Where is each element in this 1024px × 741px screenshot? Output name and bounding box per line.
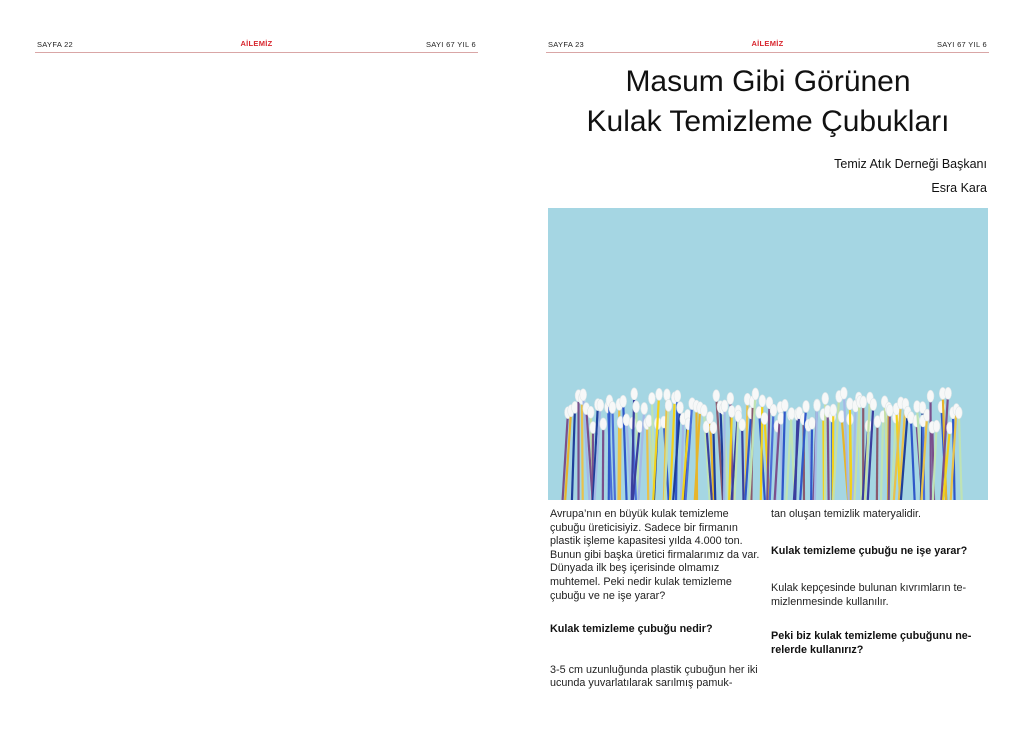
swab-cotton-tip (701, 404, 708, 416)
swab-cotton-tip (648, 392, 655, 404)
swab-cotton-tip (945, 387, 952, 399)
magazine-name: AİLEMİZ (751, 39, 784, 48)
swab-cotton-tip (955, 407, 962, 419)
left-page-header (35, 38, 478, 53)
right-page-header (546, 38, 989, 53)
swab-stick (572, 407, 575, 500)
swab-cotton-tip (752, 388, 759, 400)
body-paragraph: 3-5 cm uzunluğunda plastik çubuğun her iki ucunda yuvarlatılarak sarılmış pamuk- (550, 663, 758, 690)
page-number: SAYFA 22 (37, 40, 74, 49)
swab-cotton-tip (739, 419, 746, 431)
swab-group (563, 387, 963, 500)
swab-cotton-tip (580, 389, 587, 401)
swab-cotton-tip (782, 399, 789, 411)
swab-cotton-tip (721, 400, 728, 412)
swab-stick (612, 407, 615, 500)
swab-cotton-tip (633, 401, 640, 413)
swab-stick (786, 413, 791, 500)
magazine-name: AİLEMİZ (240, 39, 273, 48)
swab-cotton-tip (620, 395, 627, 407)
swab-cotton-tip (761, 412, 768, 424)
swab-cotton-tip (665, 399, 672, 411)
swab-cotton-tip (587, 406, 594, 418)
byline-organization: Temiz Atık Derneği Başkanı (834, 157, 987, 171)
swab-stick (647, 424, 648, 500)
swab-stick (770, 410, 774, 500)
swab-cotton-tip (727, 392, 734, 404)
swab-cotton-tip (609, 401, 616, 413)
section-heading: Kulak temizleme çubuğu nedir? (550, 623, 713, 636)
swab-cotton-tip (860, 396, 867, 408)
swab-stick (815, 405, 817, 500)
swab-stick (959, 413, 962, 500)
swab-cotton-tip (664, 389, 671, 401)
swab-cotton-tip (631, 388, 638, 400)
swab-cotton-tip (759, 395, 766, 407)
section-heading: Peki biz kulak temizleme çubuğunu ne-relerde kullanırız? (771, 630, 972, 656)
swab-cotton-tip (770, 404, 777, 416)
swab-cotton-tip (597, 399, 604, 411)
swab-cotton-tip (830, 404, 837, 416)
swab-cotton-tip (803, 400, 810, 412)
article-photo (548, 208, 988, 500)
swab-cotton-tip (674, 390, 681, 402)
swab-stick (742, 425, 743, 500)
swab-stick (889, 410, 890, 500)
swab-cotton-tip (933, 420, 940, 432)
text-column-left (550, 508, 765, 691)
article-title-line-1: Masum Gibi Görünen (625, 65, 911, 98)
article-title-line-2: Kulak Temizleme Çubukları (586, 105, 950, 138)
page-number: SAYFA 23 (548, 40, 585, 49)
swab-cotton-tip (641, 402, 648, 414)
swab-cotton-tip (814, 399, 821, 411)
swab-stick (911, 418, 915, 500)
swab-cotton-tip (927, 390, 934, 402)
swab-stick (620, 422, 621, 500)
swab-cotton-tip (677, 402, 684, 414)
swab-stick (609, 401, 610, 500)
body-paragraph: Kulak kepçesinde bulunan kıvrımların te-mizlenmesinde kullanılır. (771, 582, 967, 608)
intro-paragraph: Avrupa’nın en büyük kulak temizleme çubuğu üreticisiyiz. Sadece bir firmanın plastik işleme kapasitesi yılda 4.000 ton. Bunun gibi başka üretici firmalarımız da var. Dünyada ilk beş içerisinde olmamız muhtemel. Peki nedir kulak temizleme çubuğu ve ne işe yarar? (550, 508, 760, 602)
swab-cotton-tip (728, 405, 735, 417)
swab-stick (828, 411, 829, 500)
swab-cotton-tip (840, 387, 847, 399)
swab-stick (823, 414, 824, 500)
cotton-swabs-image (548, 208, 988, 500)
article-title (548, 62, 988, 142)
swab-stick (877, 422, 878, 500)
swab-stick (811, 423, 812, 500)
body-paragraph-continued: tan oluşan temizlik materyalidir. (771, 508, 922, 520)
swab-cotton-tip (822, 392, 829, 404)
swab-cotton-tip (600, 418, 607, 430)
swab-cotton-tip (572, 401, 579, 413)
byline-author: Esra Kara (931, 181, 987, 195)
swab-cotton-tip (870, 398, 877, 410)
section-heading: Kulak temizleme çubuğu ne işe yarar? (771, 544, 968, 557)
swab-cotton-tip (656, 388, 663, 400)
swab-cotton-tip (713, 390, 720, 402)
swab-cotton-tip (809, 417, 816, 429)
swab-stick (582, 399, 583, 500)
text-column-right (771, 508, 986, 658)
issue-info: SAYI 67 YIL 6 (936, 40, 987, 49)
swab-cotton-tip (710, 422, 717, 434)
swab-stick (881, 417, 883, 500)
issue-info: SAYI 67 YIL 6 (425, 40, 476, 49)
swab-cotton-tip (886, 404, 893, 416)
